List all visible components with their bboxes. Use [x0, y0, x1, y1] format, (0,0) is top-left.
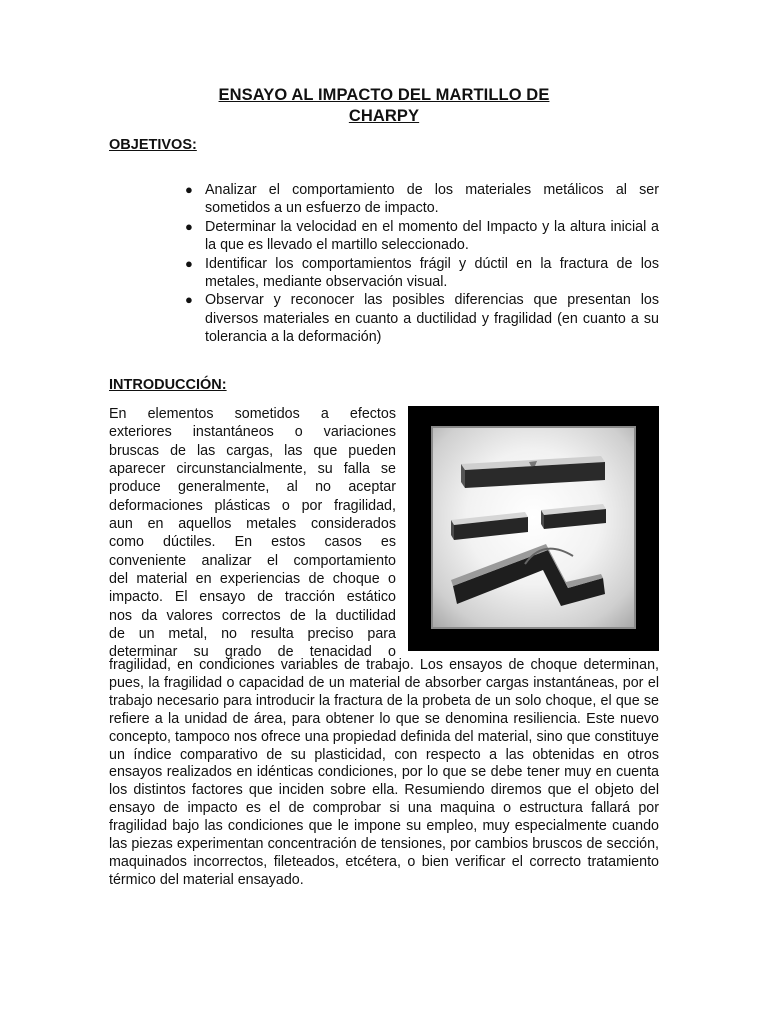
list-item — [185, 255, 659, 292]
introduccion-heading: INTRODUCCIÓN: — [109, 377, 227, 393]
bullet-text: Identificar los comportamientos frágil y dúctil en la fractura de los metales, mediante observación visual. — [205, 255, 659, 291]
text-line: como dúctiles. En estos casos es — [109, 534, 396, 551]
text-line: produce generalmente, al no aceptar — [109, 479, 396, 496]
photo-panel — [431, 426, 636, 629]
intro-paragraph-top — [109, 405, 396, 662]
bullet-text: Analizar el comportamiento de los materiales metálicos al ser sometidos a un esfuerzo de impacto. — [205, 182, 659, 217]
bullet-icon: ● — [185, 255, 193, 271]
text-line: del material en experiencias de choque o — [109, 571, 396, 588]
title-line-2: CHARPY — [348, 107, 420, 125]
page-title — [0, 85, 768, 127]
bullet-text: Observar y reconocer las posibles diferencias que presentan los diversos materiales en cuanto a ductilidad y fragilidad (en cuanto a su tolerancia a la deformación) — [205, 292, 659, 346]
text-line: nos da valores correctos de la ductilidad — [109, 607, 396, 624]
bullet-icon: ● — [185, 292, 193, 308]
list-item — [185, 218, 659, 255]
title-line-1: ENSAYO AL IMPACTO DEL MARTILLO DE — [218, 86, 550, 104]
text-line: conveniente analizar el comportamiento — [109, 552, 396, 569]
list-item — [185, 291, 659, 346]
objetivos-heading: OBJETIVOS: — [109, 137, 197, 153]
list-item — [185, 181, 659, 218]
text-line: En elementos sometidos a efectos — [109, 406, 396, 422]
text-line: de un metal, no resulta preciso para — [109, 626, 396, 643]
text-line: exteriores instantáneos o variaciones — [109, 424, 396, 441]
intro-paragraph-rest: fragilidad, en condiciones variables de trabajo. Los ensayos de choque determinan, pues, la fragilidad o capacidad de un material de absorber cargas instantáneas, por el trabajo necesario para introducir la fractura de la probeta de un solo choque, el que se refiere a la unidad de área, para obtener lo que se denomina resiliencia. Este nuevo concepto, tampoco nos ofrece una propiedad definida del material, sino que constituye un índice comparativo de su plasticidad, con respecto a las obtenidas en otros ensayos realizados en idénticas condiciones, por lo que se debe tener muy en cuenta los distintos factores que inciden sobre ella. Resumiendo diremos que el objeto del ensayo de impacto es el de comprobar si una maquina o estructura fallará por fragilidad bajo las condiciones que le impone su empleo, muy especialmente cuando las piezas experimentan concentración de tensiones, por cambios bruscos de sección, maquinados incorrectos, fileteados, etcétera, o bien verificar el correcto tratamiento térmico del material ensayado. — [109, 657, 659, 888]
objetivos-list — [185, 181, 659, 347]
text-line: bruscas de las cargas, las que pueden — [109, 442, 396, 459]
text-line: aun en aquellos metales considerados — [109, 516, 396, 533]
bullet-icon: ● — [185, 182, 193, 197]
text-line: aparecer circunstancialmente, su falla se — [109, 461, 396, 478]
fractured-specimens-illustration — [433, 428, 634, 627]
bullet-text: Determinar la velocidad en el momento del Impacto y la altura inicial a la que es llevado el martillo seleccionado. — [205, 218, 659, 254]
text-line: impacto. El ensayo de tracción estático — [109, 589, 396, 606]
text-line: deformaciones plásticas o por fragilidad, — [109, 497, 396, 514]
bullet-icon: ● — [185, 218, 193, 234]
text-line: determinar su grado de tenacidad o — [109, 644, 396, 661]
charpy-specimens-photo — [408, 406, 659, 651]
